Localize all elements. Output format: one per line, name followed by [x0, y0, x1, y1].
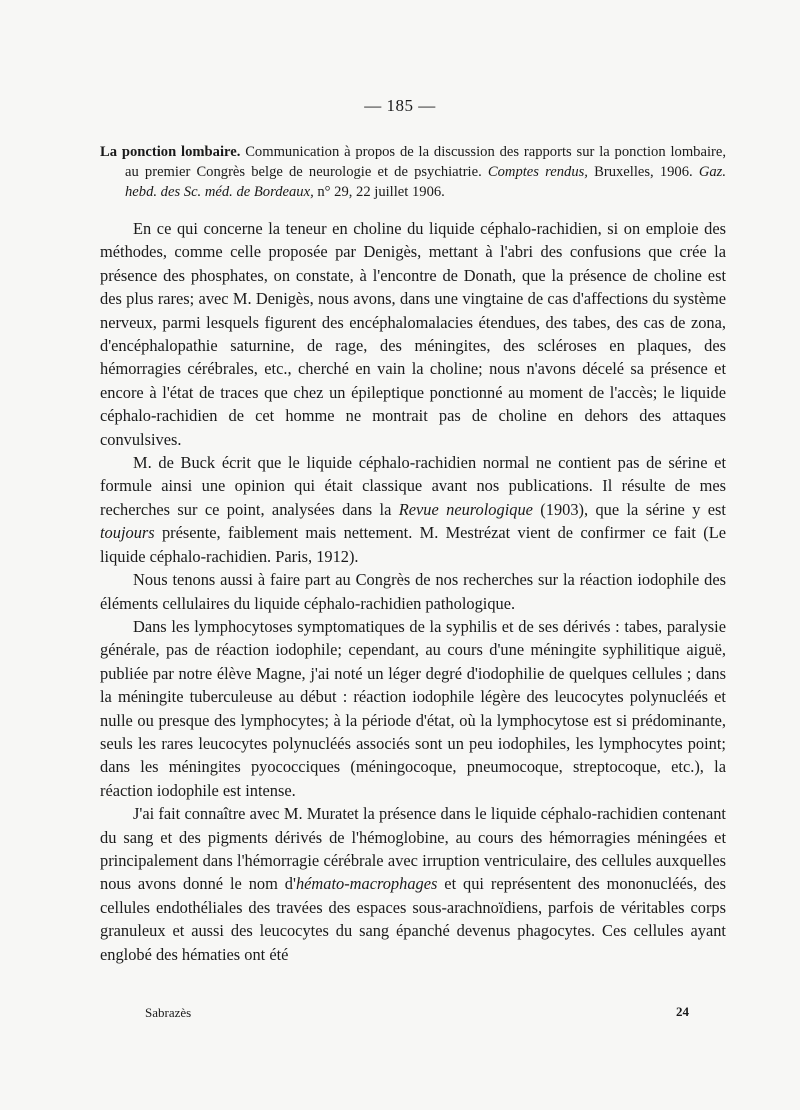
emphasis: hémato-macrophages — [295, 874, 438, 894]
reference-journal-1: Comptes rendus, — [487, 164, 588, 180]
paragraph-iodophile: Nous tenons aussi à faire part au Congrès de nos recherches sur la réaction iodophile des éléments cellulaires du liquide céphalo-rachidien pathologique. — [100, 570, 726, 613]
paragraph-text: (1903), que la sérine y est — [532, 499, 726, 519]
paragraph-choline: En ce qui concerne la teneur en choline du liquide céphalo-rachidien, si on emploie des méthodes, comme celle proposée par Denigès, mettant à l'abri des confusions que crée la présence des phosphates, on constate, à l'encontre de Donath, que la présence de choline est des plus rares; avec M. Denigès, nous avons, dans une vingtaine de cas d'affections du système nerveux, parmi lesquels figurent des encéphalomalacies étendues, des tabes, des cas de zona, d'encéphalopathie saturnine, de rage, des méningites, des scléroses en plaques, des hémorragies cérébrales, etc., cherché en vain la choline; nous n'avons décelé sa présence et encore à l'état de traces que chez un épileptique ponctionné au moment de l'accès; le liquide céphalo-rachidien de cet homme ne montrait pas de choline en dehors des attaques convulsives. — [100, 219, 726, 449]
paragraph-text: J'ai fait connaître avec M. Muratet la présence dans le liquide céphalo-rachidien contenant du sang et des pigments dérivés de l'hémoglobine, au cours des hémorragies méningées et principalement dans l'hémorragie cérébrale avec irruption ventriculaire, des cellules auxquelles nous avons donné le nom d' — [100, 804, 726, 894]
page-number: — 185 — — [364, 96, 436, 115]
paragraph-lymphocytoses: Dans les lymphocytoses symptomatiques de la syphilis et de ses dérivés : tabes, paralysie générale, pas de réaction iodophile; cependant, au cours d'une méningite syphilitique aiguë, publiée par notre élève Magne, j'ai noté un léger degré d'iodophilie de quelques cellules ; dans la méningite tuberculeuse au début : réaction iodophile légère des leucocytes polynucléés et nulle ou presque des lymphocytes; à la période d'état, où la lymphocytose est si prédominante, seuls les rares leucocytes polynucléés associés sont un peu iodophiles, les lymphocytes point; dans les méningites pyococciques (méningocoque, pneumocoque, streptocoque, etc.), la réaction iodophile est intense. — [100, 616, 726, 800]
emphasis: toujours — [100, 523, 155, 543]
bibliographic-reference — [100, 142, 726, 202]
footer-signature-number: 24 — [676, 1004, 689, 1019]
journal-title: Revue neurologique — [398, 499, 533, 519]
reference-text: Communication à propos de la discussion des rapports sur la ponction lombaire, au premier Congrès belge de neurologie et de psychiatrie. — [125, 144, 726, 180]
paragraph-text: M. de Buck écrit que le liquide céphalo-rachidien normal ne contient pas de sérine et formule ainsi une opinion qui était classique avant nos publications. Il résulte de mes recherches sur ce point, analysées dans la — [100, 453, 726, 519]
paragraph-text: présente, faiblement mais nettement. M. Mestrézat vient de confirmer ce fait (Le liquide céphalo-rachidien. Paris, 1912). — [100, 523, 726, 566]
reference-text: n° 29, 22 juillet 1906. — [313, 184, 445, 200]
paragraph-serine — [100, 451, 726, 568]
paragraph-hemato-macrophages — [100, 802, 726, 966]
reference-title: La ponction lombaire. — [100, 144, 241, 160]
footer-author: Sabrazès — [145, 1005, 192, 1020]
reference-text: Bruxelles, 1906. — [587, 164, 699, 180]
body-text — [100, 217, 726, 966]
reference-journal-2: Gaz. hebd. des Sc. méd. de Bordeaux, — [125, 164, 726, 200]
paragraph-text: et qui représentent des mononucléés, des cellules endothéliales des travées des espaces sous-arachnoïdiens, parfois de véritables corps granuleux et aussi des leucocytes du sang épanché devenus phagocytes. Ces cellules ayant englobé des hématies ont été — [100, 874, 726, 964]
